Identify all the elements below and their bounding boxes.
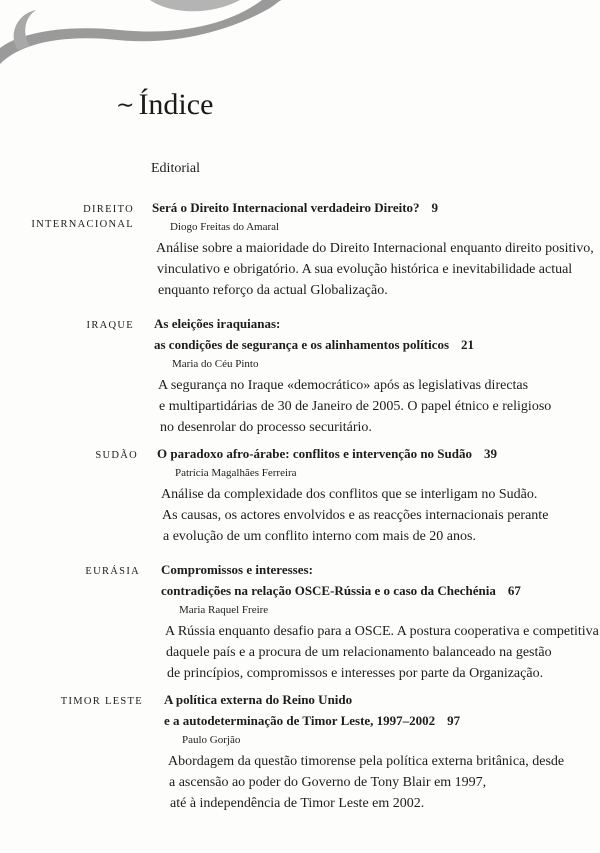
page-number: 97 [447,713,461,728]
article-description-line: a evolução de um conflito interno com mais de 20 anos. [163,529,476,544]
section-region-label [0,564,140,579]
section-region-line: IRAQUE [86,320,134,331]
article-author: Maria Raquel Freire [179,604,269,616]
page-number: 67 [507,583,521,598]
article-title[interactable]: O paradoxo afro-árabe: conflitos e intervenção no Sudão 39 [157,446,497,461]
article-description-line: A Rússia enquanto desafio para a OSCE. A postura cooperativa e competitiva [165,624,599,639]
article-description-line: daquele país e a procura de um relacionamento balanceado na gestão [166,645,552,660]
page-title: ∼ Índice [116,88,214,121]
page-number: 9 [431,200,439,215]
article-description-line: de princípios, compromissos e interesses por parte da Organização. [167,666,544,681]
article-description-line: a ascensão ao poder do Governo de Tony Blair em 1997, [169,775,487,790]
article-title[interactable]: e a autodeterminação de Timor Leste, 1997–2002 97 [164,713,461,728]
article-description-line: As causas, os actores envolvidos e as reacções internacionais perante [162,508,549,523]
section-region-line: EURÁSIA [85,566,140,577]
decorative-flourish [0,0,290,70]
section-region-label [0,202,134,232]
section-region-label [0,318,134,333]
section-region-line: INTERNACIONAL [31,219,134,230]
article-description-line: Análise da complexidade dos conflitos que se interligam no Sudão. [161,487,538,502]
article-title[interactable]: Será o Direito Internacional verdadeiro Direito? 9 [152,200,439,215]
article-description-line: A segurança no Iraque «democrático» após as legislativas directas [158,378,529,393]
section-region-line: SUDÃO [95,450,138,461]
article-description-line: Análise sobre a maioridade do Direito Internacional enquanto direito positivo, [156,241,594,256]
article-description-line: no desenrolar do processo securitário. [160,420,372,435]
article-description-line: vinculativo e obrigatório. A sua evolução histórica e inevitabilidade actual [157,262,573,277]
article-author: Diogo Freitas do Amaral [170,221,280,233]
page-number: 21 [461,337,475,352]
toc-editorial: Editorial [151,161,200,176]
article-title[interactable]: As eleições iraquianas: [154,316,281,331]
article-author: Patrícia Magalhães Ferreira [175,467,297,479]
article-title[interactable]: contradições na relação OSCE-Rússia e o caso da Chechénia 67 [161,583,521,598]
article-author: Paulo Gorjão [182,734,241,746]
article-description-line: até à independência de Timor Leste em 2002. [170,796,425,811]
section-region-label [0,448,138,463]
tilde-ornament-icon: ∼ [116,92,135,117]
article-author: Maria do Céu Pinto [172,358,259,370]
section-region-line: DIREITO [83,204,134,215]
article-title[interactable]: as condições de segurança e os alinhamentos políticos 21 [154,337,475,352]
article-description-line: Abordagem da questão timorense pela política externa britânica, desde [168,754,565,769]
article-description-line: enquanto reforço da actual Globalização. [158,283,388,298]
section-region-label [3,694,143,709]
section-region-line: TIMOR LESTE [60,696,143,707]
page-number: 39 [484,446,497,461]
article-description-line: e multipartidárias de 30 de Janeiro de 2005. O papel étnico e religioso [159,399,552,414]
article-title[interactable]: Compromissos e interesses: [161,562,313,577]
article-title[interactable]: A política externa do Reino Unido [164,692,353,707]
